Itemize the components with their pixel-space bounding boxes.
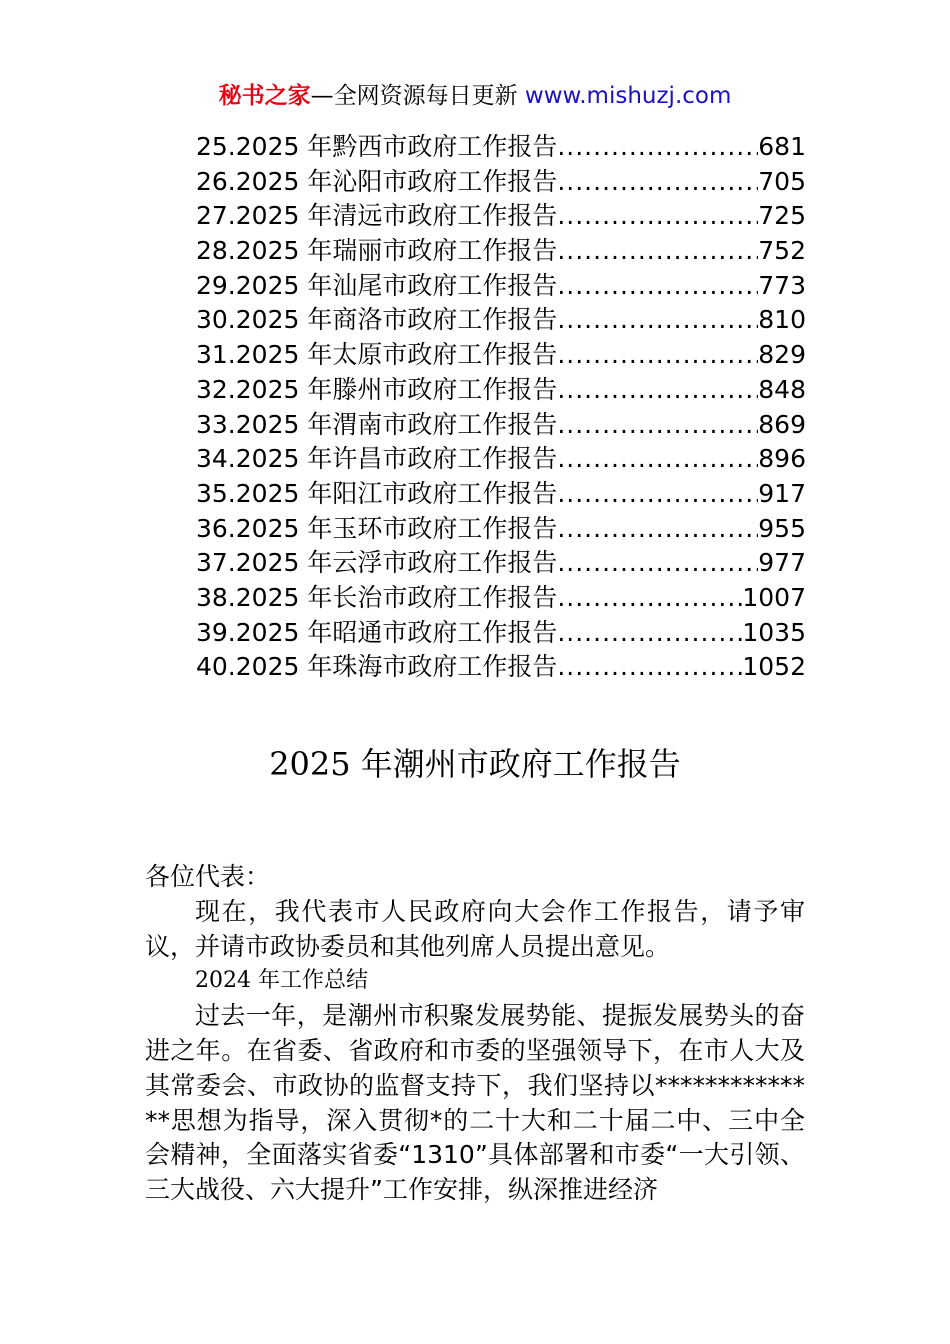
- toc-entry[interactable]: [196, 234, 806, 269]
- toc-entry-title: 36.2025 年玉环市政府工作报告: [196, 513, 558, 543]
- toc-entry-title: 27.2025 年清远市政府工作报告: [196, 201, 558, 231]
- toc-entry-page: 681: [758, 132, 806, 161]
- toc-entry[interactable]: [196, 373, 806, 408]
- toc-leader-dots: [557, 338, 758, 373]
- toc-entry-title: 29.2025 年汕尾市政府工作报告: [196, 270, 558, 300]
- toc-entry-page: 896: [758, 444, 806, 474]
- toc-leader-dots: [557, 512, 758, 547]
- toc-entry-title: 30.2025 年商洛市政府工作报告: [196, 305, 558, 335]
- site-tagline: —全网资源每日更新: [310, 83, 518, 109]
- toc-leader-dots: [557, 442, 758, 477]
- toc-entry-title: 32.2025 年滕州市政府工作报告: [196, 374, 558, 404]
- toc-entry-title: 31.2025 年太原市政府工作报告: [196, 340, 558, 370]
- toc-entry-page: 1052: [742, 652, 806, 682]
- toc-leader-dots: [557, 130, 758, 165]
- toc-leader-dots: [557, 546, 758, 581]
- toc-leader-dots: [557, 616, 742, 651]
- toc-entry[interactable]: [196, 650, 806, 685]
- toc-leader-dots: [557, 199, 758, 234]
- toc-entry[interactable]: [196, 165, 806, 200]
- toc-entry[interactable]: [196, 477, 806, 512]
- toc-entry[interactable]: [196, 616, 806, 651]
- toc-entry-page: 955: [758, 513, 806, 543]
- site-brand: 秘书之家: [218, 83, 311, 109]
- site-url-link[interactable]: www.mishuzj.com: [524, 83, 732, 109]
- toc-entry[interactable]: [196, 130, 806, 165]
- document-body: [145, 860, 805, 1208]
- toc-entry-title: 40.2025 年珠海市政府工作报告: [196, 652, 558, 682]
- section-heading: 2024 年工作总结: [195, 968, 368, 994]
- toc-entry-title: 28.2025 年瑞丽市政府工作报告: [196, 236, 558, 266]
- toc-entry[interactable]: [196, 269, 806, 304]
- toc-leader-dots: [557, 408, 758, 443]
- document-title: 2025 年潮州市政府工作报告: [269, 745, 681, 783]
- body-paragraph: 过去一年，是潮州市积聚发展势能、提振发展势头的奋进之年。在省委、省政府和市委的坚强领导下，在市人大及其常委会、市政协的监督支持下，我们坚持以**************思想为指导，深入贯彻*的二十大和二十届二中、三中全会精神，全面落实省委“1310”具体部署和市委“一大引领、三大战役、六大提升”工作安排，纵深推进经济: [145, 1001, 805, 1205]
- toc-entry-page: 773: [758, 270, 806, 300]
- site-header: [0, 80, 950, 112]
- toc-leader-dots: [557, 477, 758, 512]
- toc-entry-title: 35.2025 年阳江市政府工作报告: [196, 478, 558, 508]
- toc-entry-title: 26.2025 年沁阳市政府工作报告: [196, 166, 558, 196]
- toc-leader-dots: [557, 269, 758, 304]
- toc-entry-page: 917: [758, 478, 806, 508]
- toc-entry[interactable]: [196, 512, 806, 547]
- salutation: 各位代表：: [145, 862, 271, 891]
- toc-entry-title: 25.2025 年黔西市政府工作报告: [196, 132, 558, 161]
- toc-entry-page: 829: [758, 340, 806, 370]
- toc-entry-page: 869: [758, 409, 806, 439]
- toc-entry[interactable]: [196, 338, 806, 373]
- toc-entry-title: 39.2025 年昭通市政府工作报告: [196, 617, 558, 647]
- toc-entry[interactable]: [196, 199, 806, 234]
- toc-entry-page: 848: [758, 374, 806, 404]
- toc-leader-dots: [557, 165, 758, 200]
- toc-leader-dots: [557, 650, 742, 685]
- toc-entry-title: 33.2025 年渭南市政府工作报告: [196, 409, 558, 439]
- toc-leader-dots: [557, 234, 758, 269]
- intro-paragraph: 现在，我代表市人民政府向大会作工作报告，请予审议，并请市政协委员和其他列席人员提出意见。: [145, 896, 805, 961]
- toc-entry-title: 38.2025 年长治市政府工作报告: [196, 582, 558, 612]
- toc-entry-page: 977: [758, 548, 806, 578]
- table-of-contents: [196, 130, 806, 685]
- toc-entry[interactable]: [196, 546, 806, 581]
- toc-leader-dots: [557, 581, 742, 616]
- toc-entry-page: 705: [758, 166, 806, 196]
- toc-leader-dots: [557, 373, 758, 408]
- toc-entry-page: 752: [758, 236, 806, 266]
- toc-entry-title: 34.2025 年许昌市政府工作报告: [196, 444, 558, 474]
- toc-entry-page: 1007: [742, 582, 806, 612]
- toc-leader-dots: [557, 303, 758, 338]
- toc-entry[interactable]: [196, 442, 806, 477]
- toc-entry[interactable]: [196, 408, 806, 443]
- toc-entry-page: 725: [758, 201, 806, 231]
- toc-entry-title: 37.2025 年云浮市政府工作报告: [196, 548, 558, 578]
- toc-entry[interactable]: [196, 303, 806, 338]
- toc-entry-page: 1035: [742, 617, 806, 647]
- toc-entry-page: 810: [758, 305, 806, 335]
- toc-entry[interactable]: [196, 581, 806, 616]
